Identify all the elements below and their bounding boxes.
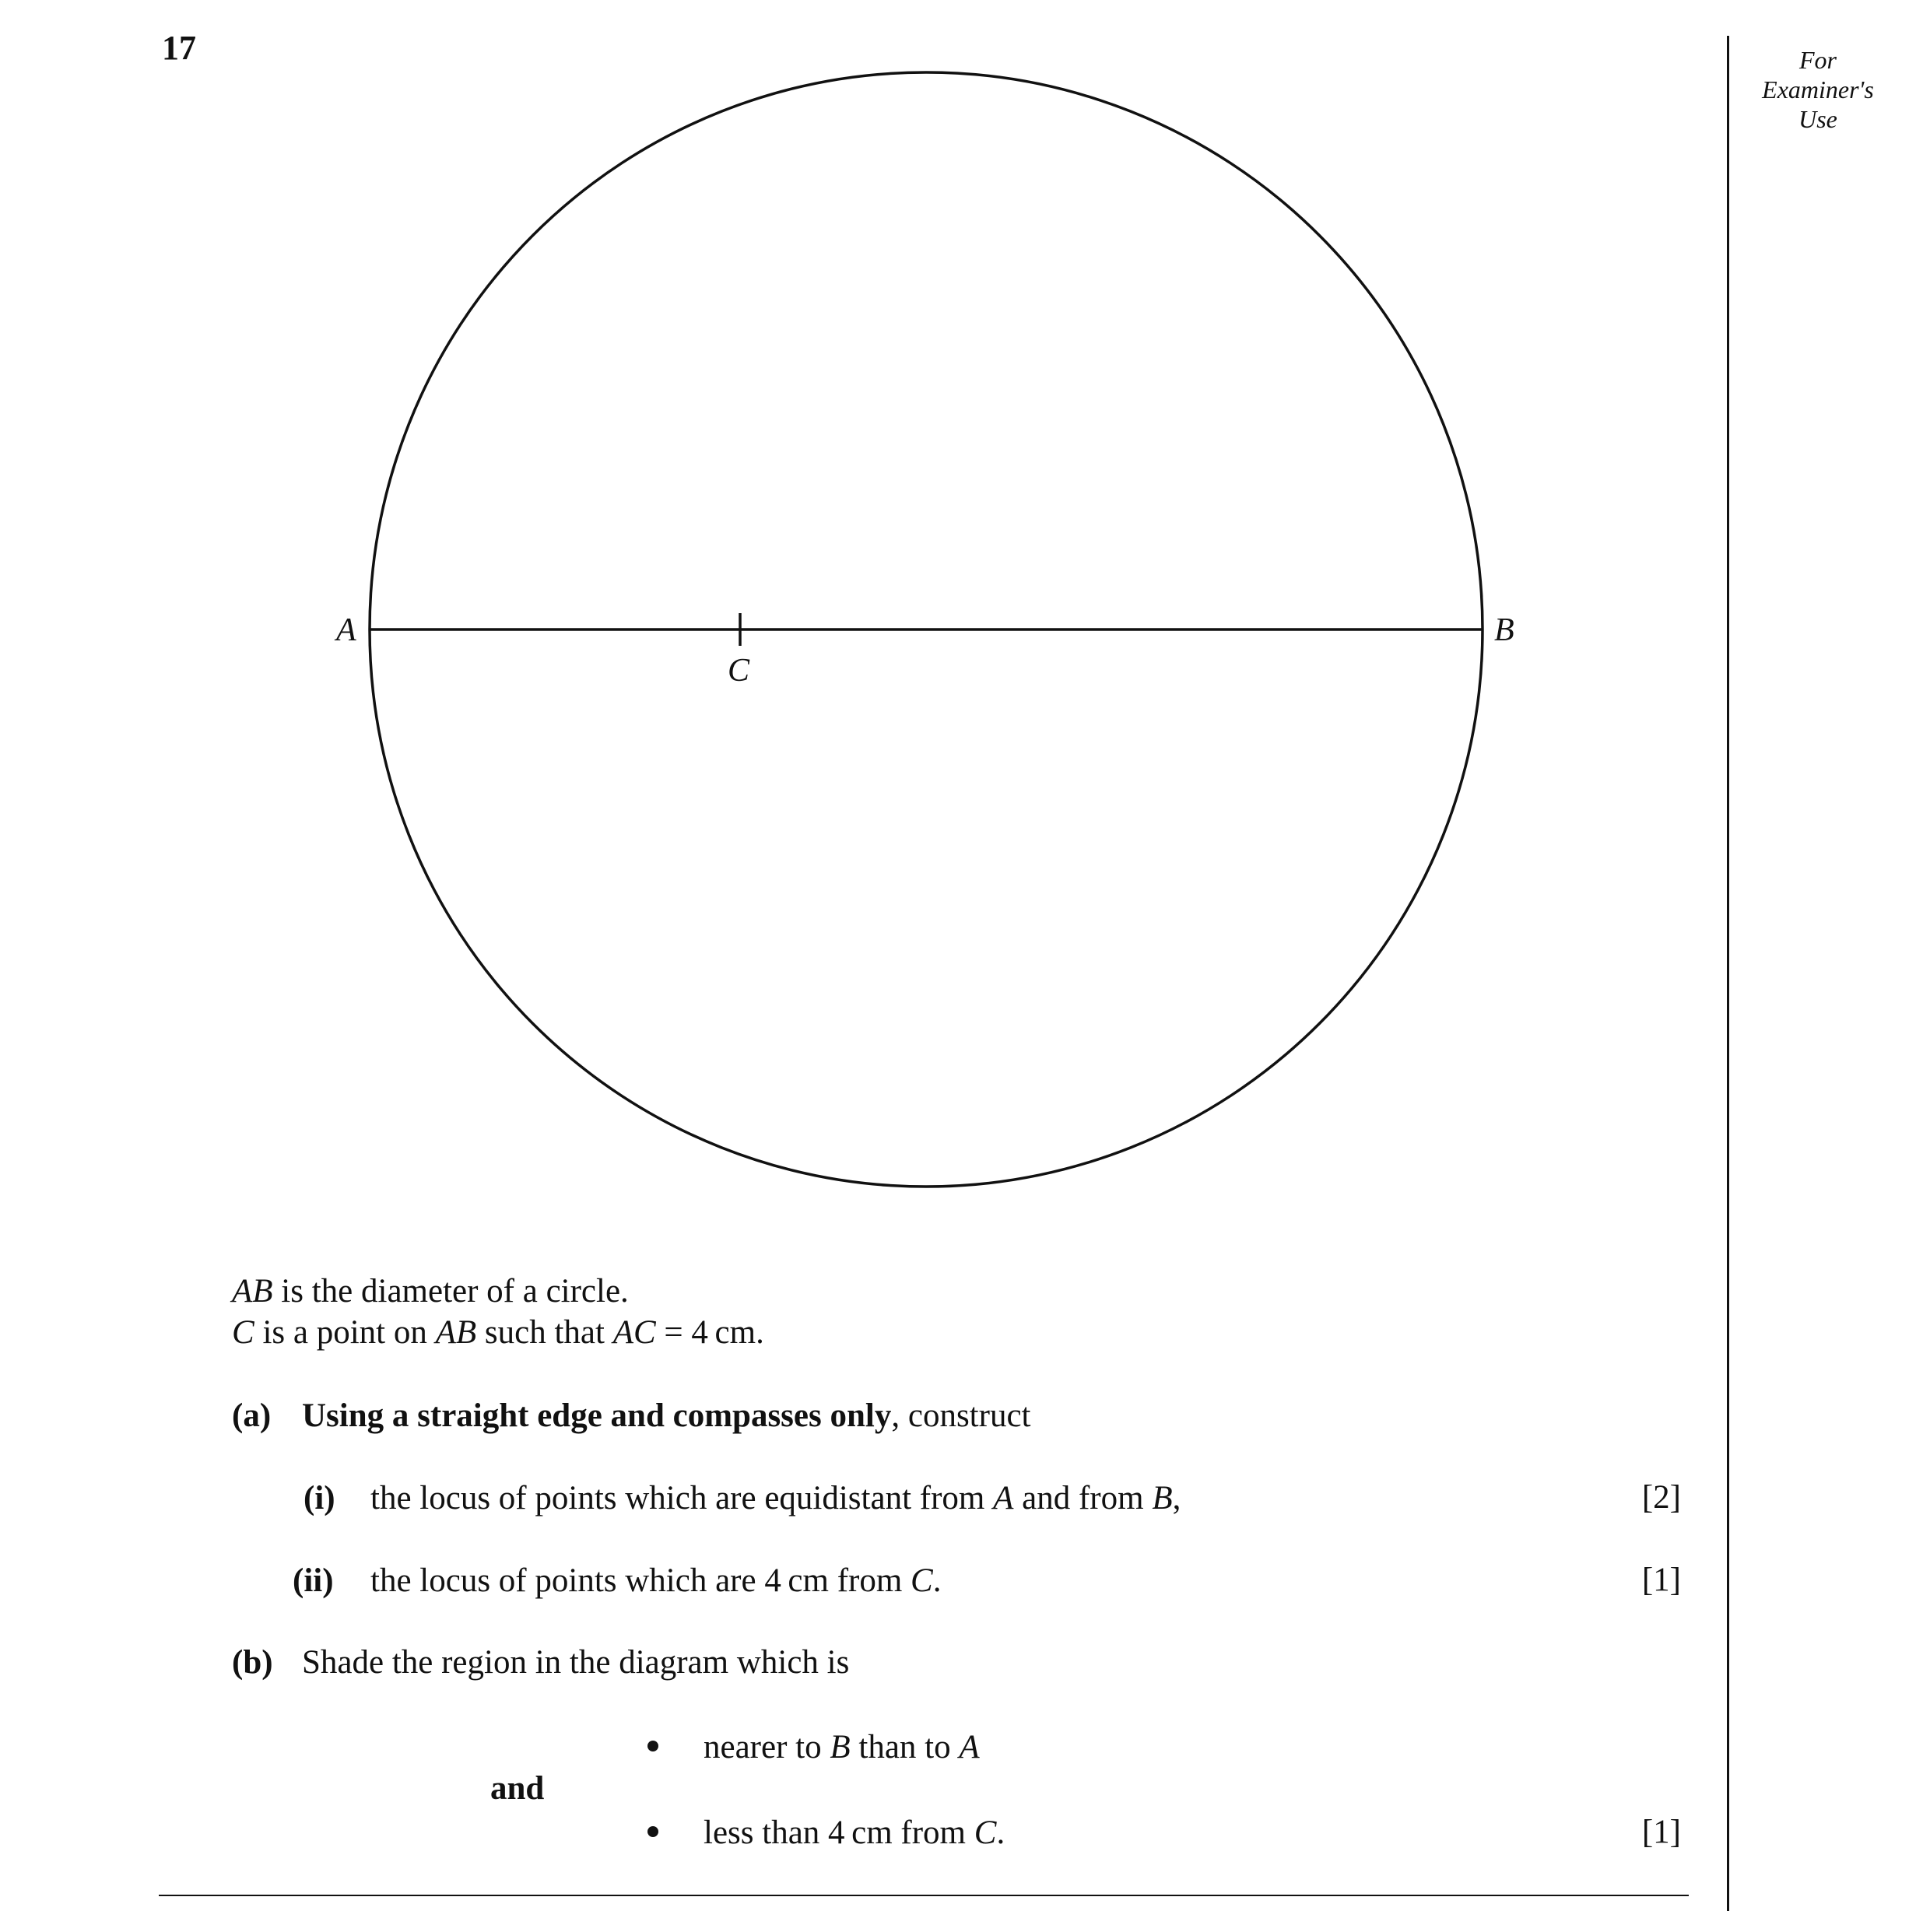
intro-c: C bbox=[232, 1314, 254, 1351]
part-a-ii-text bbox=[370, 1561, 941, 1601]
part-a-ii-label: (ii) bbox=[293, 1562, 334, 1599]
part-a-i-text bbox=[370, 1478, 1181, 1519]
part-a-i-marks: [2] bbox=[1641, 1479, 1681, 1516]
part-a-i-t3: , bbox=[1172, 1480, 1181, 1516]
label-a: A bbox=[336, 612, 356, 648]
part-a-i-b: B bbox=[1152, 1480, 1173, 1516]
part-a-label: (a) bbox=[232, 1397, 272, 1434]
part-a-ii-c: C bbox=[911, 1562, 933, 1599]
examiner-line-1: For bbox=[1799, 46, 1837, 74]
part-b-marks: [1] bbox=[1641, 1814, 1681, 1850]
intro-line-1-rest: is the diameter of a circle. bbox=[272, 1273, 629, 1310]
part-a-bold-text: Using a straight edge and compasses only bbox=[302, 1397, 892, 1434]
examiner-line-2: Examiner's bbox=[1762, 75, 1874, 103]
intro-text: is a point on bbox=[254, 1314, 436, 1351]
bullet-1 bbox=[647, 1741, 658, 1751]
part-a-ii-marks: [1] bbox=[1641, 1562, 1681, 1598]
bullet-2-t2: . bbox=[996, 1815, 1005, 1851]
intro-line-1 bbox=[232, 1271, 629, 1312]
part-a-i-t2: and from bbox=[1013, 1480, 1153, 1516]
bullet-2-t1: less than 4 cm from bbox=[704, 1815, 974, 1851]
bullet-2-c: C bbox=[974, 1815, 997, 1851]
question-number: 17 bbox=[162, 29, 196, 67]
bullet-2 bbox=[647, 1826, 658, 1837]
intro-text-3: = 4 cm. bbox=[655, 1314, 764, 1351]
part-b-label: (b) bbox=[232, 1644, 273, 1681]
examiner-line-3: Use bbox=[1798, 105, 1837, 133]
label-c: C bbox=[728, 653, 750, 689]
part-a-i-a: A bbox=[993, 1480, 1014, 1516]
intro-line-2 bbox=[232, 1313, 764, 1353]
part-a-ii-t1: the locus of points which are 4 cm from bbox=[370, 1562, 911, 1599]
intro-ab: AB bbox=[232, 1273, 273, 1310]
part-b-text: Shade the region in the diagram which is bbox=[302, 1644, 850, 1681]
part-a-rest: , construct bbox=[891, 1397, 1031, 1434]
label-b: B bbox=[1494, 612, 1514, 648]
intro-text-2: such that bbox=[476, 1314, 613, 1351]
part-b-connector: and bbox=[490, 1770, 545, 1807]
bullet-1-b: B bbox=[830, 1729, 851, 1765]
intro-ac: AC bbox=[612, 1314, 656, 1351]
part-a-i-t1: the locus of points which are equidistant from bbox=[370, 1480, 994, 1516]
part-b-bullet-2 bbox=[704, 1813, 1005, 1853]
part-a-ii-t2: . bbox=[932, 1562, 942, 1599]
bullet-1-t2: than to bbox=[850, 1729, 960, 1765]
bullet-1-t1: nearer to bbox=[704, 1729, 830, 1765]
part-a-i-label: (i) bbox=[304, 1480, 335, 1516]
bullet-1-a: A bbox=[959, 1729, 980, 1765]
part-a-instruction bbox=[302, 1396, 1030, 1436]
bottom-rule bbox=[159, 1895, 1689, 1896]
part-b-bullet-1 bbox=[704, 1727, 980, 1768]
intro-ab-2: AB bbox=[435, 1314, 477, 1351]
